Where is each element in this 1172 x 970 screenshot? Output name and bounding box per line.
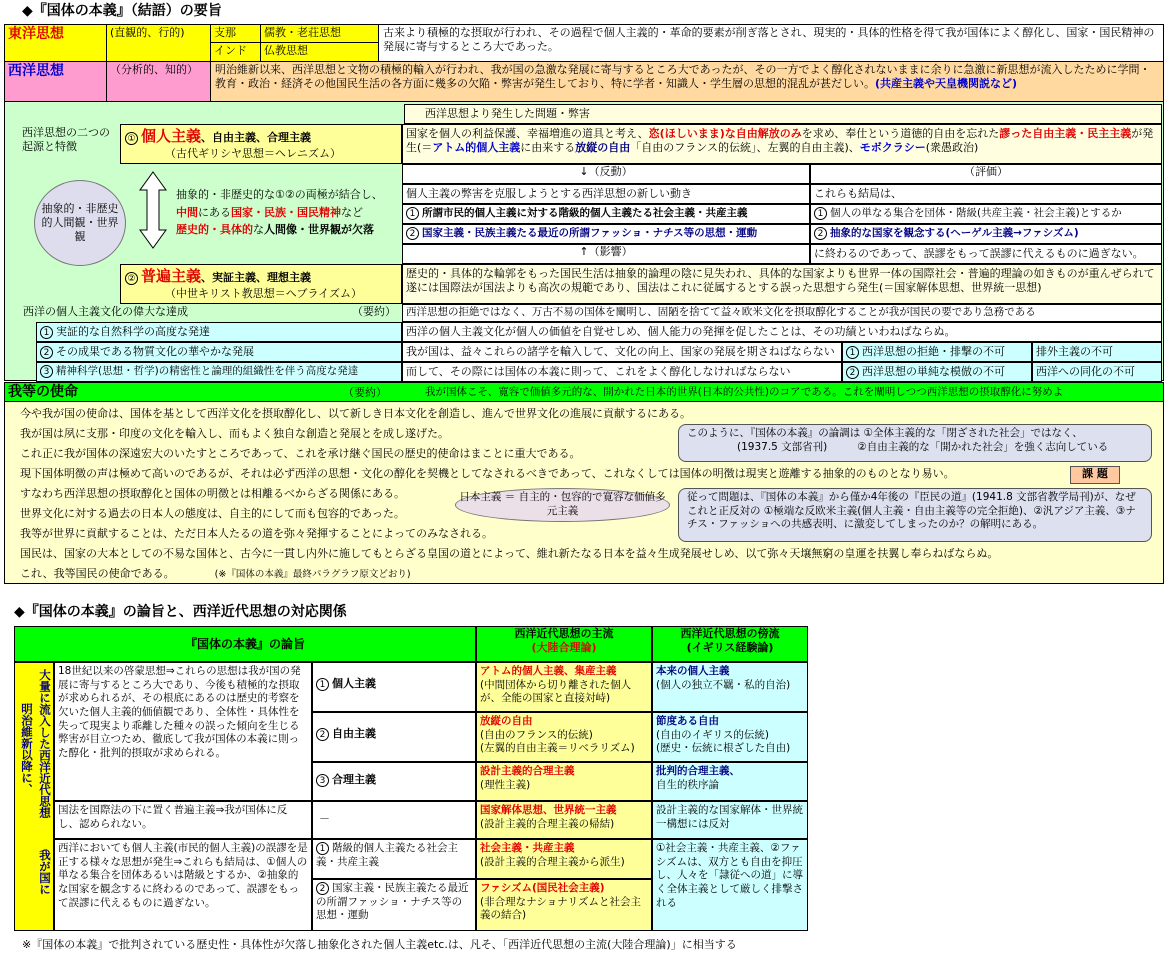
- east-description: 古来より積極的な摂取が行われ、その過程で個人主義的・革命的要素が削ぎ落とされ、現実的・具体的性格を得て我が国体によく醇化し、国家・国民精神の発展に寄与するところ大であった。: [383, 26, 1155, 54]
- east-label: 東洋思想: [8, 26, 64, 42]
- txt: (左翼的自由主義＝リベラリズム): [480, 742, 635, 755]
- mission-p9: これ、我等国民の使命である。: [20, 567, 175, 580]
- num-3: 3: [316, 774, 329, 787]
- section-title-2: ◆『国体の本義』の論旨と、西洋近代思想の対応関係: [14, 604, 347, 620]
- txt: 批判的合理主義、: [656, 765, 740, 777]
- txt: (衆愚政治): [925, 141, 979, 155]
- num-2: 2: [846, 366, 859, 379]
- refine-row: 而して、その際には国体の本義に則って、これをよく醇化しなければならない: [402, 362, 842, 382]
- txt: (非合理なナショナリズムと社会主義の結合): [480, 895, 641, 922]
- txt: 本来の個人主義: [656, 665, 730, 677]
- evaluation-header: （評価）: [810, 164, 1162, 184]
- dev-item-1-text: 実証的な自然科学の高度な発達: [56, 325, 210, 338]
- txt: (理性主義): [480, 778, 531, 791]
- num-2: 2: [40, 346, 53, 359]
- correction-cell: 西洋においても個人主義(市民的個人主義)の誤謬を是正する様々な思想が発生⇒これらも結局は、①個人の単なる集合を団体あるいは階級とするか、②抽象的な国家を観念するに終わるのであって、誤謬をもって誤謬に代えるものに過ぎない。: [54, 839, 312, 931]
- mission-note: (※『国体の本義』最終パラグラフ原文どおり): [214, 569, 411, 580]
- mission-p6: 世界文化に対する過去の日本人の態度は、自主的にして而も包容的であった。: [20, 507, 405, 520]
- txt: 西洋近代思想の主流: [514, 627, 614, 640]
- development-header: [20, 304, 402, 322]
- txt: 自生的秩序論: [656, 778, 719, 791]
- universalism-box: [120, 264, 402, 304]
- txt: (設計主義的合理主義の帰結): [480, 817, 615, 830]
- txt: (歴史・伝統に根ざした自由): [656, 742, 791, 755]
- num-1: 1: [814, 207, 827, 220]
- num-1: 1: [846, 346, 859, 359]
- txt: (自由のフランス的伝統): [480, 728, 593, 741]
- txt: (イギリス経験論): [686, 641, 774, 655]
- mission-summary: 我が国体こそ、寛容で価値多元的な、開かれた日本的世界(日本的公共性)のコアである。これを闡明しつつ西洋思想の摂取醇化に努めよ: [425, 386, 1064, 398]
- txt: 節度ある自由: [656, 715, 719, 727]
- mission-summary-label: （要約）: [343, 386, 387, 399]
- txt: 自由主義: [332, 727, 376, 740]
- mission-p4: 現下国体明徴の声は極めて高いのであるが、それは必ず西洋の思想・文化の醇化を契機としてなされるべきであって、これなくしては国体の明徴は現実と遊離する抽象的のものとなり易い。: [20, 467, 955, 480]
- mission-p3: これ正に我が国体の深遠宏大のいたすところであって、これを承け継ぐ国民の歴史的使命はまことに重大である。: [20, 447, 581, 460]
- individualism-sub: 、自由主義、合理主義: [201, 131, 312, 144]
- west-desc-example: (共産主義や天皇機関説など): [875, 77, 1018, 91]
- txt: (設計主義的合理主義から派生): [480, 855, 625, 868]
- dev-item-2: [36, 342, 402, 362]
- txt: など: [341, 205, 363, 219]
- num-3: 3: [40, 365, 53, 378]
- num-2: 2: [316, 882, 329, 895]
- note1-line1: このように、『国体の本義』の論調は ①全体主義的な「閉ざされた社会」ではなく、: [687, 427, 1083, 439]
- txt: (個人の独立不羈・私的自治): [656, 678, 791, 691]
- universalism-problem: 歴史的・具体的な輪郭をもった国民生活は抽象的論理の陰に見失われ、具体的な国家よりも世界一体の国際社会・普遍的理論の如きものが重んぜられて遂には国際法が国法よりも高次の規範であり、国法はこれに従属するとする誤った思想すら発生(＝国家解体思想、世界統一思想): [402, 264, 1162, 304]
- txt: 西洋近代思想の傍流: [680, 627, 780, 640]
- txt: (自由のイギリス的伝統): [656, 728, 769, 741]
- txt: 国家を個人の利益保護、幸福増進の道具と考え、: [406, 127, 649, 140]
- reaction-2: [402, 224, 810, 244]
- kadai-label: 課 題: [1070, 466, 1120, 484]
- th-sidestream: [652, 626, 808, 662]
- footer-note: ※『国体の本義』で批判されている歴史性・具体性が欠落し抽象化された個人主義etc.は、凡そ、「西洋近代思想の主流(大陸合理論)」に相当する: [22, 938, 737, 951]
- txt: 西洋の個人主義文化の偉大な達成: [23, 305, 188, 318]
- txt: に由来する: [520, 141, 576, 155]
- k-liberalism: [312, 712, 476, 762]
- mission-p1: 今や我が国の使命は、国体を基として西洋文化を摂取醇化し、以て新しき日本文化を創造し、進んで世界文化の進展に貢献するにある。: [20, 407, 691, 420]
- txt: アトム的個人主義: [432, 141, 521, 155]
- txt: アトム的個人主義、集産主義: [480, 665, 617, 677]
- m-row4: [476, 801, 652, 839]
- k-rationalism: [312, 762, 476, 801]
- reaction-desc: 個人主義の弊害を克服しようとする西洋思想の新しい動き: [402, 184, 810, 204]
- mission-label: 我等の使命: [8, 384, 78, 400]
- evaluation-2-text: 抽象的な国家を観念する(ヘーゲル主義→ファシズム): [830, 227, 1079, 239]
- txt: 社会主義・共産主義: [480, 842, 575, 854]
- individualism-name: 個人主義: [141, 127, 202, 145]
- evaluation-1-text: 個人の単なる集合を団体・階級(共産主義・社会主義)とするか: [830, 207, 1122, 219]
- individualism-origin: （古代ギリシヤ思想＝ヘレニズム）: [165, 146, 341, 160]
- east-thought-buddhist: 仏教思想: [261, 43, 379, 61]
- mission-bar: [4, 382, 1164, 402]
- txt: 西洋思想の拒絶・排撃の不可: [862, 345, 1005, 358]
- assimilation-no: 西洋への同化の不可: [1032, 362, 1162, 382]
- west-row: [4, 62, 1164, 102]
- txt: 謬った自由主義・民主主義: [999, 127, 1132, 140]
- universalism-cell: 国法を国際法の下に置く普遍主義⇒我が国体に反し、認められない。: [54, 801, 312, 839]
- num-1: 1: [316, 678, 329, 691]
- dev-item-3-text: 精神科学(思想・哲学)の精密性と論理的組織性を伴う高度な発達: [56, 365, 359, 377]
- dev-item-2-text: その成果である物質文化の華やかな発展: [56, 345, 254, 358]
- development-right: 西洋思想の拒絶ではなく、万古不易の国体を闡明し、固陋を捨てて益々欧米文化を摂取醇化することが我が国民の要であり急務である: [402, 304, 1162, 322]
- txt: 西洋思想の単純な模倣の不可: [862, 365, 1005, 378]
- m-row3: [476, 762, 652, 801]
- note1-line2: ②自由主義的な「開かれた社会」を強く志向している: [857, 440, 1109, 453]
- section-title-1: ◆『国体の本義』（結語）の要旨: [22, 3, 222, 19]
- k-dash: －: [312, 801, 476, 839]
- east-row: [4, 24, 1164, 62]
- reject-row-2: [842, 362, 1032, 382]
- txt: モボクラシー: [859, 141, 926, 155]
- reaction-1: [402, 204, 810, 224]
- problem-header: 西洋思想より発生した問題・弊害: [404, 104, 1162, 124]
- merit-row: 西洋の個人主義文化が個人の価値を自覚せしめ、個人能力の発揮を促したことは、その功績といわねばならぬ。: [402, 322, 1162, 342]
- dev-item-1: [36, 322, 402, 342]
- txt: (中間団体から切り離された個人が、全能の国家と直接対峙): [480, 678, 632, 705]
- mission-p5: すなわち西洋思想の摂取醇化と国体の明徴とは相離るべからざる関係にある。: [20, 487, 405, 500]
- txt: な: [253, 223, 264, 237]
- west-desc-text: 明治維新以来、西洋思想と文物の積極的輸入が行われ、我が国の急激な発展に寄与するところ大であったが、その一方でよく醇化されないままに余りに急激に新思想が流入したために学問・教育・政治・経済その他国民生活の各方面に幾多の欠陥・弊害が発生しており、特に学者・知識人・学生層の思想的混乱が甚だしい。: [215, 63, 1151, 91]
- s-row2: [652, 712, 808, 762]
- num-1: 1: [40, 326, 53, 339]
- enlightenment-cell: 18世紀以来の啓蒙思想⇒これらの思想は我が国の発展に寄与するところ大であり、今後も積極的な摂取が求められるが、その根底にあるのは歴史的考察を欠いた個人主義的価値観であり、全体性・具体性を失って現実より乖離した種々の誤った傾向を生じる弊害が目立つため、徹底して我が国体の本義に則った醇化・批判的摂取が求められる。: [54, 662, 312, 801]
- mission-p8: 国民は、国家の大本としての不易な国体と、古今に一貫し内外に施してもとらざる皇国の道とによって、維れ新たなる日本を益々生成発展せしめ、以て弥々天壌無窮の皇運を扶翼し奉らねばならぬ。: [20, 547, 999, 560]
- east-thought-confucian: 儒教・老荘思想: [261, 25, 379, 43]
- num-2: ②: [125, 272, 138, 285]
- dev-item-3: [36, 362, 402, 382]
- reaction-header: ↓（反動）: [402, 164, 810, 184]
- universalism-origin: （中世キリスト教思想＝ヘブライズム）: [165, 286, 363, 300]
- evaluation-1: [810, 204, 1162, 224]
- s-row1: [652, 662, 808, 712]
- east-region-china: 支那: [211, 25, 261, 43]
- txt: (大陸合理論): [531, 641, 597, 655]
- middle-line-1: 抽象的・非歴史的な①②の両極が結合し、: [176, 188, 383, 201]
- k-fascism: [312, 879, 476, 931]
- num-2: 2: [406, 227, 419, 240]
- correspondence-table: [14, 626, 808, 931]
- txt: 国家主義・民族主義たる最近の所謂ファッショ・ナチス等の思想・運動: [316, 882, 469, 922]
- txt: 個人主義: [332, 677, 376, 690]
- evaluation-end: に終わるのであって、誤謬をもって誤謬に代えるものに過ぎない。: [810, 244, 1162, 264]
- th-kokutai: 『国体の本義』の論旨: [14, 626, 476, 662]
- num-1: 1: [316, 842, 329, 855]
- th-mainstream: [476, 626, 652, 662]
- s-row3: [652, 762, 808, 801]
- txt: 歴史的・具体的: [176, 223, 253, 237]
- txt: 恣(ほしいまま)な自由解放のみ: [648, 127, 802, 140]
- evaluation-desc: これらも結局は、: [810, 184, 1162, 204]
- double-arrow-icon: [138, 170, 168, 250]
- note1-date: (1937.5 文部省刊): [737, 440, 828, 453]
- evaluation-2: [810, 224, 1162, 244]
- m-row5: [476, 839, 652, 879]
- m-row6: [476, 879, 652, 931]
- mission-p2: 我が国は夙に支那・印度の文化を輸入し、而もよく独自な創造と発展とを成し遂げた。: [20, 427, 449, 440]
- k-socialism: [312, 839, 476, 879]
- east-kind: (直観的、行的): [107, 25, 211, 61]
- txt: を求め、奉仕という道徳的自由を忘れた: [801, 127, 1000, 140]
- txt: 人間像・世界観が欠落: [264, 223, 374, 237]
- west-description: [211, 62, 1163, 101]
- txt: 放縦の自由: [480, 715, 533, 727]
- txt: 明治維新以降に、: [19, 703, 34, 795]
- txt: 「自由のフランス的伝統」、左翼的自由主義)、: [630, 141, 860, 155]
- individualism-box: [120, 124, 402, 164]
- txt: 放縦の自由: [575, 141, 631, 155]
- individualism-problem: [402, 124, 1162, 164]
- origin-label: 西洋思想の二つの起源と特徴: [22, 126, 110, 154]
- abstract-ellipse: 抽象的・非歴史的人間観・世界観: [34, 180, 126, 266]
- txt: 合理主義: [332, 773, 376, 786]
- reaction-1-text: 所謂市民的個人主義に対する階級的個人主義たる社会主義・共産主義: [422, 207, 748, 219]
- txt: 我が国に: [37, 849, 52, 895]
- note-box-2: 従って問題は、『国体の本義』から僅か4年後の『臣民の道』(1941.8 文部省教学局刊)が、なぜこれと正反対の ①極端な反欧米主義(個人主義・自由主義等の完全拒絶)、②汎アジア主義、③ナチス・ファッショへの共感表明、に激変してしまったのか？の解明にある。: [678, 488, 1152, 542]
- west-kind: （分析的、知的）: [107, 62, 211, 101]
- universalism-sub: 、実証主義、理想主義: [201, 271, 312, 284]
- txt: 大量に流入した西洋近代思想: [37, 669, 52, 819]
- num-1: ①: [125, 132, 138, 145]
- num-1: 1: [406, 207, 419, 220]
- reaction-2-text: 国家主義・民族主義たる最近の所謂ファッショ・ナチス等の思想・運動: [422, 227, 758, 239]
- m-row1: [476, 662, 652, 712]
- west-label: 西洋思想: [8, 63, 64, 79]
- s-row4: 設計主義的な国家解体・世界統一構想には反対: [652, 801, 808, 839]
- txt: 国家解体思想、世界統一主義: [480, 804, 617, 816]
- txt: ファシズム(国民社会主義): [480, 882, 605, 894]
- s-row5: ①社会主義・共産主義、②ファシズムは、双方とも自由を抑圧し、人々を「隷従への道」に導く全体主義として厳しく排撃される: [652, 839, 808, 931]
- txt: が発生(＝: [406, 127, 1154, 155]
- txt: にある: [198, 205, 231, 219]
- note-box-1: [678, 424, 1152, 462]
- east-region-india: インド: [211, 43, 261, 61]
- import-row: 我が国は、益々これらの諸学を輸入して、文化の向上、国家の発展を期さねばならない: [402, 342, 842, 362]
- xenophobia-no: 排外主義の不可: [1032, 342, 1162, 362]
- num-2: 2: [814, 227, 827, 240]
- reject-row-1: [842, 342, 1032, 362]
- txt: 設計主義的合理主義: [480, 765, 575, 777]
- mission-p7: 我等が世界に貢献することは、ただ日本人たるの道を弥々発揮することによってのみなされる。: [20, 527, 493, 540]
- vertical-label: [14, 662, 54, 931]
- txt: 中間: [176, 205, 198, 219]
- influence-label: ↑（影響）: [402, 244, 810, 264]
- k-individualism: [312, 662, 476, 712]
- txt: 階級的個人主義たる社会主義・共産主義: [316, 842, 458, 868]
- txt: （要約）: [352, 305, 396, 318]
- m-row2: [476, 712, 652, 762]
- middle-text: [176, 186, 406, 239]
- universalism-name: 普遍主義: [141, 267, 202, 285]
- japanism-ellipse: 日本主義 ＝ 自主的・包容的で寛容な価値多元主義: [455, 488, 670, 522]
- num-2: 2: [316, 728, 329, 741]
- txt: 国家・民族・国民精神: [231, 205, 341, 219]
